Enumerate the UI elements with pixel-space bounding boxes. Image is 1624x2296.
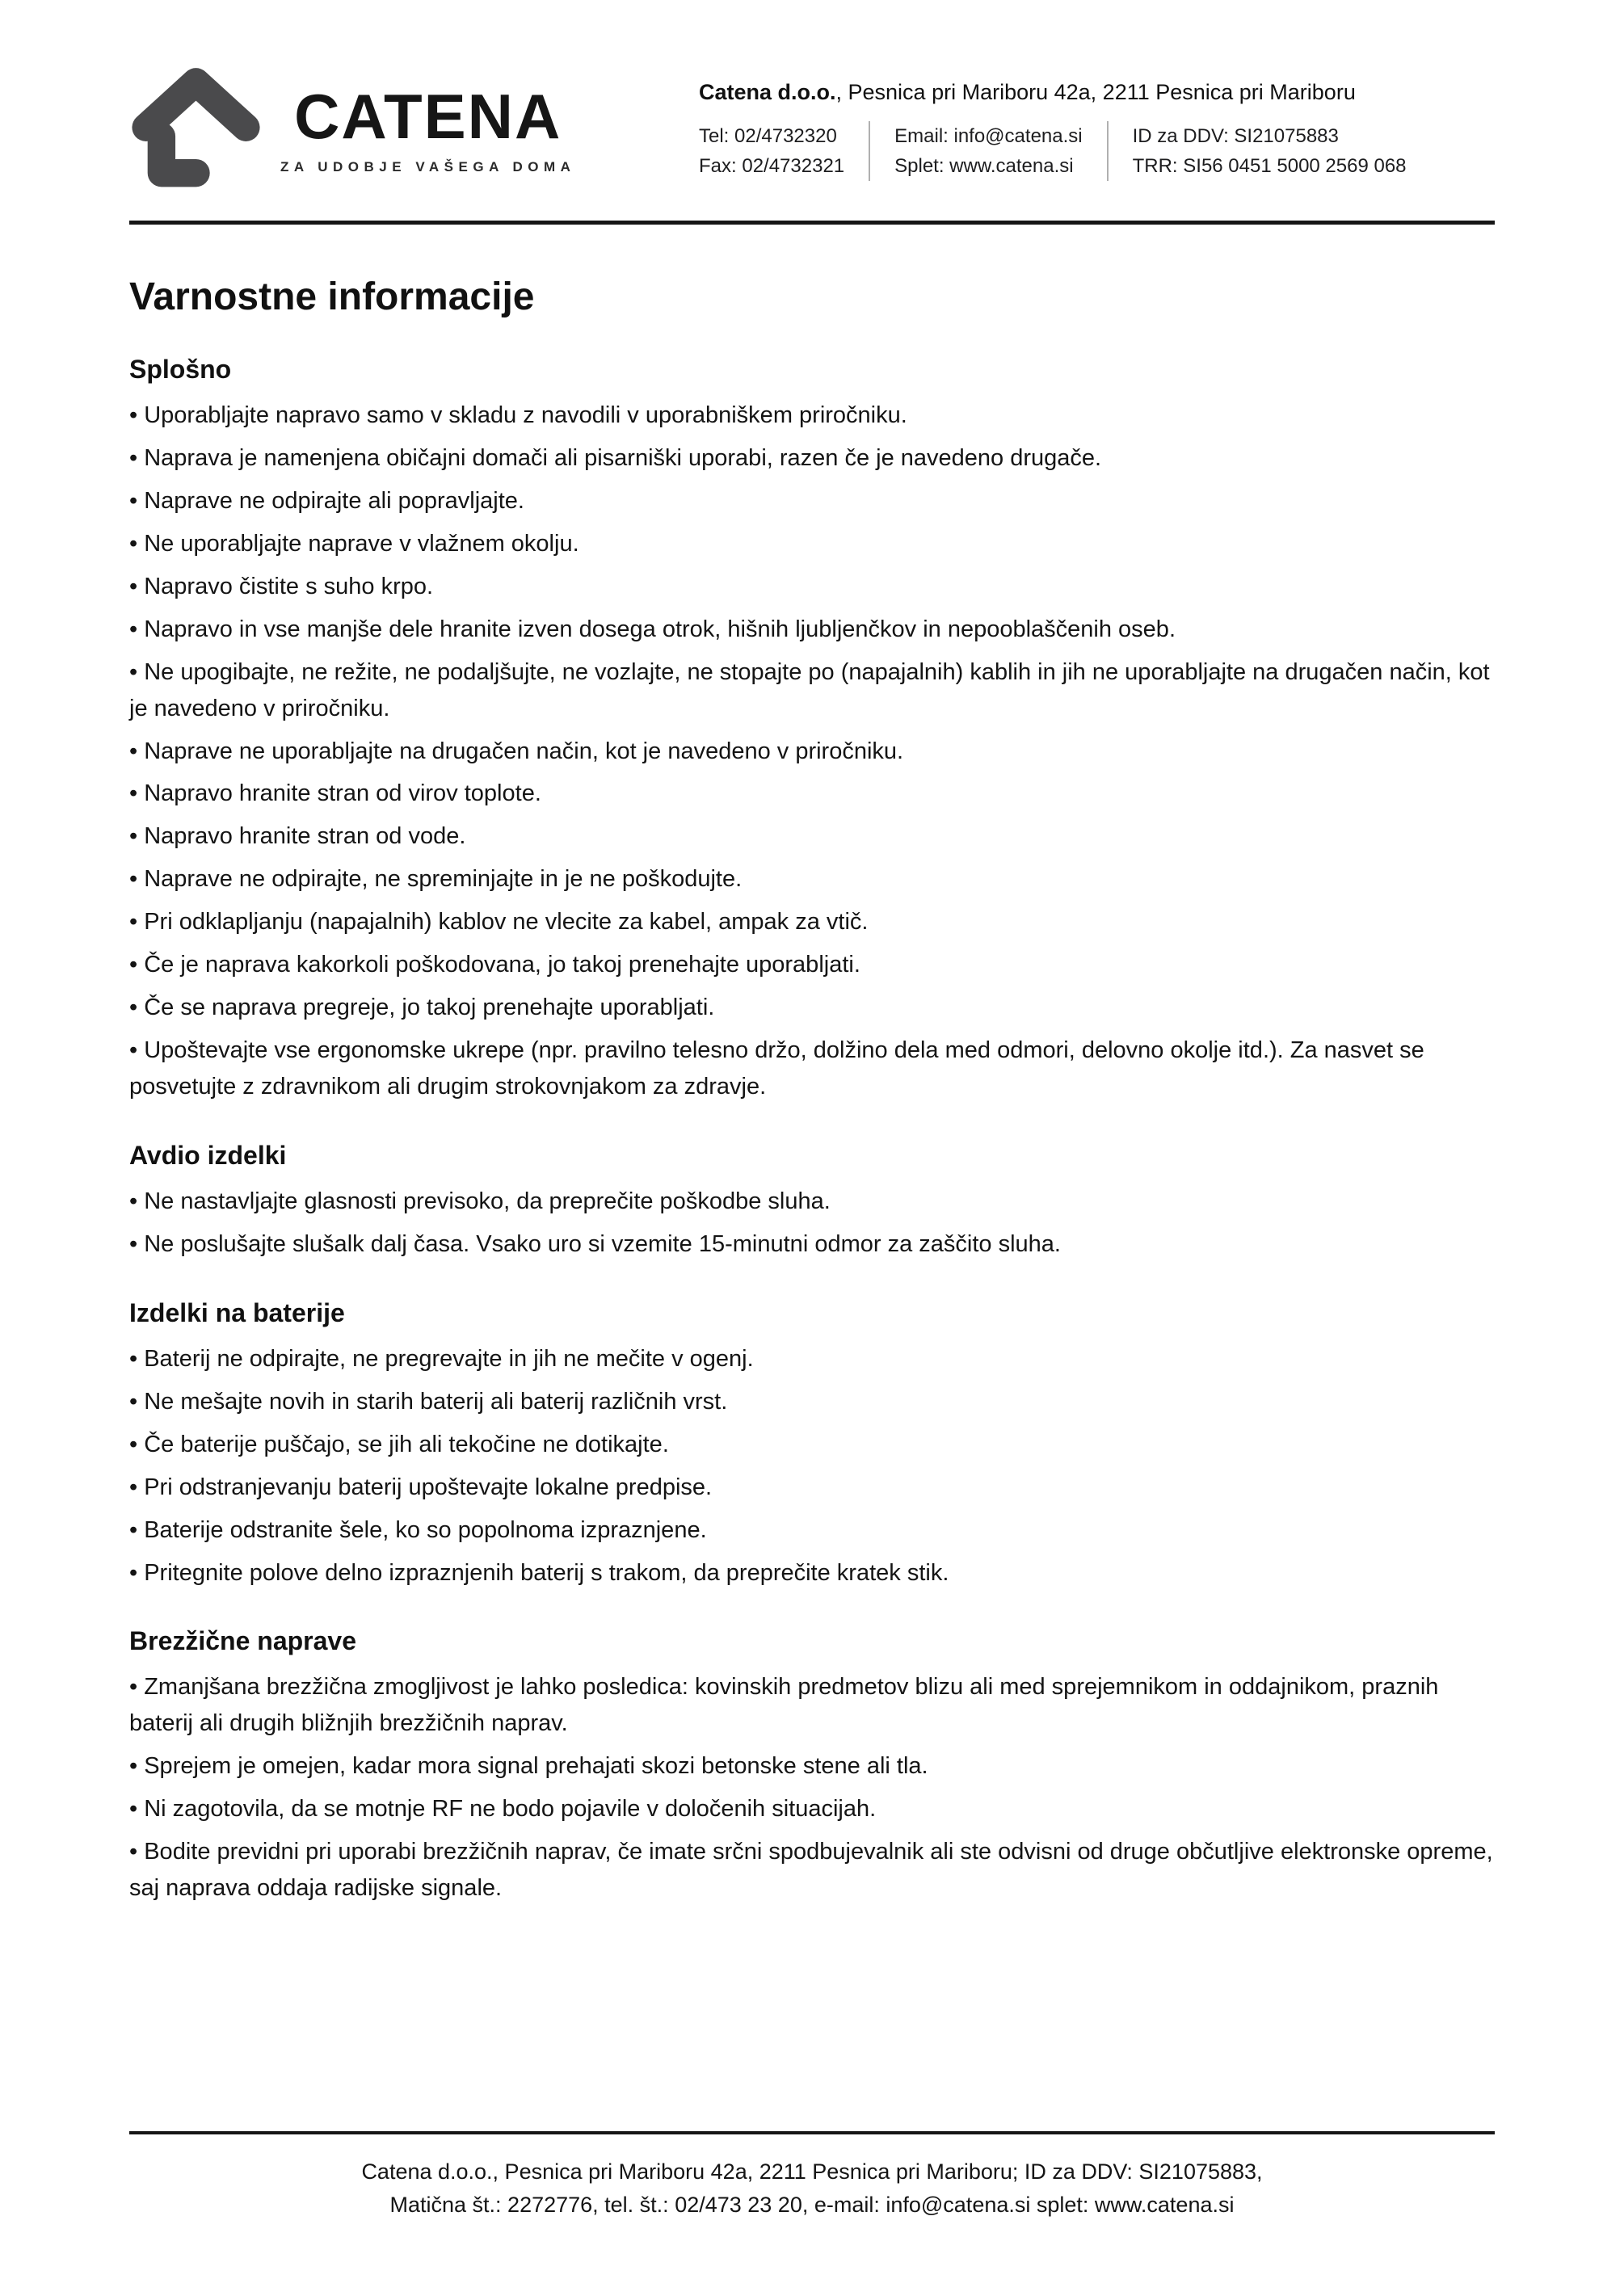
bullet-item: • Napravo hranite stran od vode. <box>129 818 1495 855</box>
section-heading: Brezžične naprave <box>129 1626 357 1656</box>
bullet-item: • Napravo hranite stran od virov toplote. <box>129 776 1495 812</box>
bullet-item: • Če baterije puščajo, se jih ali tekočine ne dotikajte. <box>129 1427 1495 1463</box>
brand-name: CATENA <box>294 80 562 152</box>
bullet-item: • Če se naprava pregreje, jo takoj prenehajte uporabljati. <box>129 990 1495 1026</box>
bullet-item: • Ne upogibajte, ne režite, ne podaljšujte, ne vozlajte, ne stopajte po (napajalnih) kablih in jih ne uporabljajte na drugačen način, kot je navedeno v priročniku. <box>129 654 1495 727</box>
contact-col-phone <box>699 121 869 181</box>
bullet-item: • Ne nastavljajte glasnosti previsoko, da preprečite poškodbe sluha. <box>129 1184 1495 1220</box>
bullet-item: • Naprave ne odpirajte ali popravljajte. <box>129 483 1495 519</box>
section-heading: Izdelki na baterije <box>129 1297 345 1327</box>
tel-line: Tel: 02/4732320 <box>699 125 837 148</box>
vat-id-line: ID za DDV: SI21075883 <box>1132 125 1339 148</box>
company-logo <box>129 63 575 196</box>
company-address-line <box>699 78 1495 107</box>
bullet-item: • Baterij ne odpirajte, ne pregrevajte in jih ne mečite v ogenj. <box>129 1341 1495 1377</box>
bullet-item: • Zmanjšana brezžična zmogljivost je lahko posledica: kovinskih predmetov blizu ali med sprejemnikom in oddajnikom, praznih baterij ali drugih bližnjih brezžičnih naprav. <box>129 1669 1495 1742</box>
sections-container <box>129 355 1495 1907</box>
contact-col-registry <box>1107 121 1431 181</box>
bank-account-line: TRR: SI56 0451 5000 2569 068 <box>1132 155 1407 178</box>
contact-columns <box>699 121 1495 181</box>
house-logo-icon <box>129 63 263 196</box>
contact-col-web <box>869 121 1106 181</box>
bullet-item: • Ne uporabljajte naprave v vlažnem okolju. <box>129 526 1495 562</box>
section-heading: Avdio izdelki <box>129 1140 287 1170</box>
bullet-item: • Pri odstranjevanju baterij upoštevajte lokalne predpise. <box>129 1470 1495 1506</box>
bullet-item: • Naprave ne odpirajte, ne spreminjajte in je ne poškodujte. <box>129 861 1495 898</box>
letterhead <box>129 63 1495 196</box>
bullet-item: • Pritegnite polove delno izpraznjenih baterij s trakom, da preprečite kratek stik. <box>129 1555 1495 1592</box>
logo-text <box>280 80 576 175</box>
bullet-item: • Napravo čistite s suho krpo. <box>129 569 1495 605</box>
section-heading: Splošno <box>129 355 232 384</box>
page-footer <box>129 2131 1495 2222</box>
footer-line-2: Matična št.: 2272776, tel. št.: 02/473 23 20, e-mail: info@catena.si splet: www.catena.si <box>389 2193 1235 2217</box>
bullet-item: • Če je naprava kakorkoli poškodovana, jo takoj prenehajte uporabljati. <box>129 947 1495 983</box>
header-divider <box>129 221 1495 225</box>
company-info-block <box>699 78 1495 181</box>
bullet-item: • Napravo in vse manjše dele hranite izven dosega otrok, hišnih ljubljenčkov in nepooblaščenih oseb. <box>129 612 1495 648</box>
footer-line-1: Catena d.o.o., Pesnica pri Mariboru 42a, 2211 Pesnica pri Mariboru; ID za DDV: SI21075883, <box>361 2159 1263 2184</box>
bullet-item: • Naprava je namenjena običajni domači ali pisarniški uporabi, razen če je navedeno drugače. <box>129 440 1495 477</box>
bullet-item: • Uporabljajte napravo samo v skladu z navodili v uporabniškem priročniku. <box>129 397 1495 434</box>
bullet-item: • Baterije odstranite šele, ko so popolnoma izpraznjene. <box>129 1512 1495 1549</box>
brand-tagline: ZA UDOBJE VAŠEGA DOMA <box>280 158 576 175</box>
bullet-item: • Sprejem je omejen, kadar mora signal prehajati skozi betonske stene ali tla. <box>129 1748 1495 1785</box>
bullet-item: • Naprave ne uporabljajte na drugačen način, kot je navedeno v priročniku. <box>129 734 1495 770</box>
bullet-item: • Bodite previdni pri uporabi brezžičnih naprav, če imate srčni spodbujevalnik ali ste odvisni od druge občutljive elektronske opreme, saj naprava oddaja radijske signale. <box>129 1834 1495 1907</box>
email-line: Email: info@catena.si <box>894 125 1083 148</box>
document-body <box>129 275 1495 1907</box>
bullet-item: • Ni zagotovila, da se motnje RF ne bodo pojavile v določenih situacijah. <box>129 1791 1495 1827</box>
bullet-item: • Pri odklapljanju (napajalnih) kablov ne vlecite za kabel, ampak za vtič. <box>129 904 1495 940</box>
bullet-item: • Upoštevajte vse ergonomske ukrepe (npr. pravilno telesno držo, dolžino dela med odmori, delovno okolje itd.). Za nasvet se posvetujte z zdravnikom ali drugim strokovnjakom za zdravje. <box>129 1032 1495 1105</box>
company-address: , Pesnica pri Mariboru 42a, 2211 Pesnica pri Mariboru <box>835 79 1356 104</box>
page-title: Varnostne informacije <box>129 275 535 318</box>
fax-line: Fax: 02/4732321 <box>699 155 845 178</box>
bullet-item: • Ne poslušajte slušalk dalj časa. Vsako uro si vzemite 15-minutni odmor za zaščito sluha. <box>129 1226 1495 1263</box>
website-line: Splet: www.catena.si <box>894 155 1074 178</box>
bullet-item: • Ne mešajte novih in starih baterij ali baterij različnih vrst. <box>129 1384 1495 1420</box>
company-name: Catena d.o.o. <box>699 79 836 104</box>
